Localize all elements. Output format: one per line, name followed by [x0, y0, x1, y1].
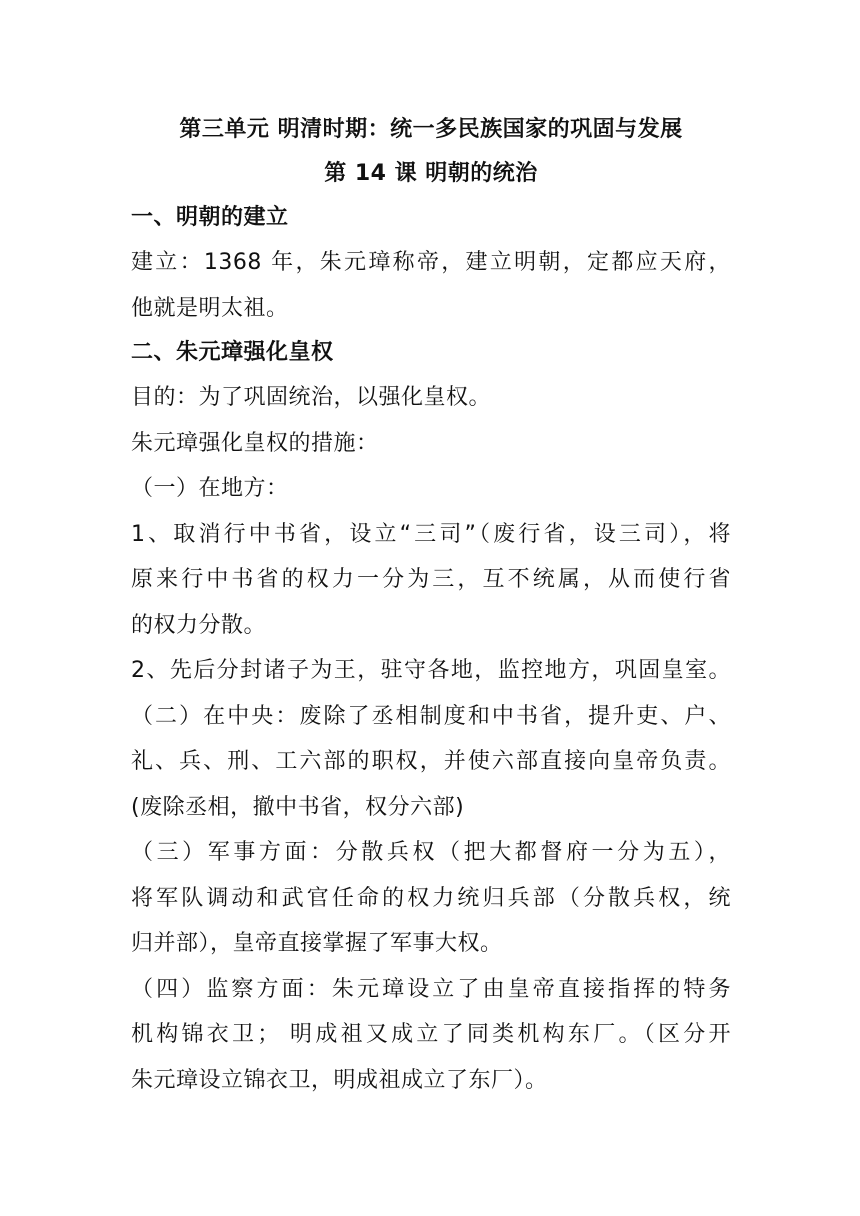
text-line: 原来行中书省的权力一分为三，互不统属，从而使行省	[131, 567, 731, 592]
text-line: （四）监察方面：朱元璋设立了由皇帝直接指挥的特务	[131, 976, 731, 1002]
text-line: 目的：为了巩固统治，以强化皇权。	[131, 385, 492, 410]
text-line: 礼、兵、刑、工六部的职权，并使六部直接向皇帝负责。	[131, 749, 731, 774]
supervision-paragraph	[131, 967, 731, 1104]
text-line: （二）在中央：废除了丞相制度和中书省，提升吏、户、	[131, 703, 731, 729]
text-line: 朱元璋设立锦衣卫，明成祖成立了东厂）。	[131, 1067, 548, 1093]
section-heading-founding: 一、明朝的建立	[131, 205, 289, 230]
text-line: 建立：1368 年，朱元璋称帝，建立明朝，定都应天府，	[131, 250, 731, 275]
text-line: (废除丞相，撤中书省，权分六部)	[131, 794, 465, 820]
military-paragraph	[131, 830, 731, 967]
measures-intro	[131, 421, 731, 467]
local-item-2	[131, 648, 731, 694]
founding-paragraph	[131, 240, 731, 331]
text-line: （一）在地方：	[131, 476, 289, 501]
text-line: 朱元璋强化皇权的措施：	[131, 430, 379, 456]
section-heading-imperial-power: 二、朱元璋强化皇权	[131, 340, 334, 365]
lesson-title: 第 14 课 明朝的统治	[324, 161, 538, 186]
unit-title: 第三单元 明清时期：统一多民族国家的巩固与发展	[179, 117, 683, 142]
text-line: 机构锦衣卫； 明成祖又成立了同类机构东厂。（区分开	[131, 1022, 731, 1047]
text-line: 将军队调动和武官任命的权力统归兵部（分散兵权，统	[131, 885, 731, 911]
central-paragraph	[131, 694, 731, 831]
text-line: （三）军事方面：分散兵权（把大都督府一分为五），	[131, 840, 731, 865]
purpose-paragraph	[131, 375, 731, 421]
local-item-1	[131, 512, 731, 649]
local-heading	[131, 466, 731, 512]
text-line: 2、先后分封诸子为王，驻守各地，监控地方，巩固皇室。	[131, 658, 731, 683]
text-line: 归并部），皇帝直接掌握了军事大权。	[131, 931, 503, 956]
text-line: 的权力分散。	[131, 612, 267, 638]
text-line: 他就是明太祖。	[131, 295, 289, 321]
document-page	[131, 108, 731, 1103]
text-line: 1、取消行中书省，设立“三司”（废行省，设三司），将	[131, 521, 731, 547]
